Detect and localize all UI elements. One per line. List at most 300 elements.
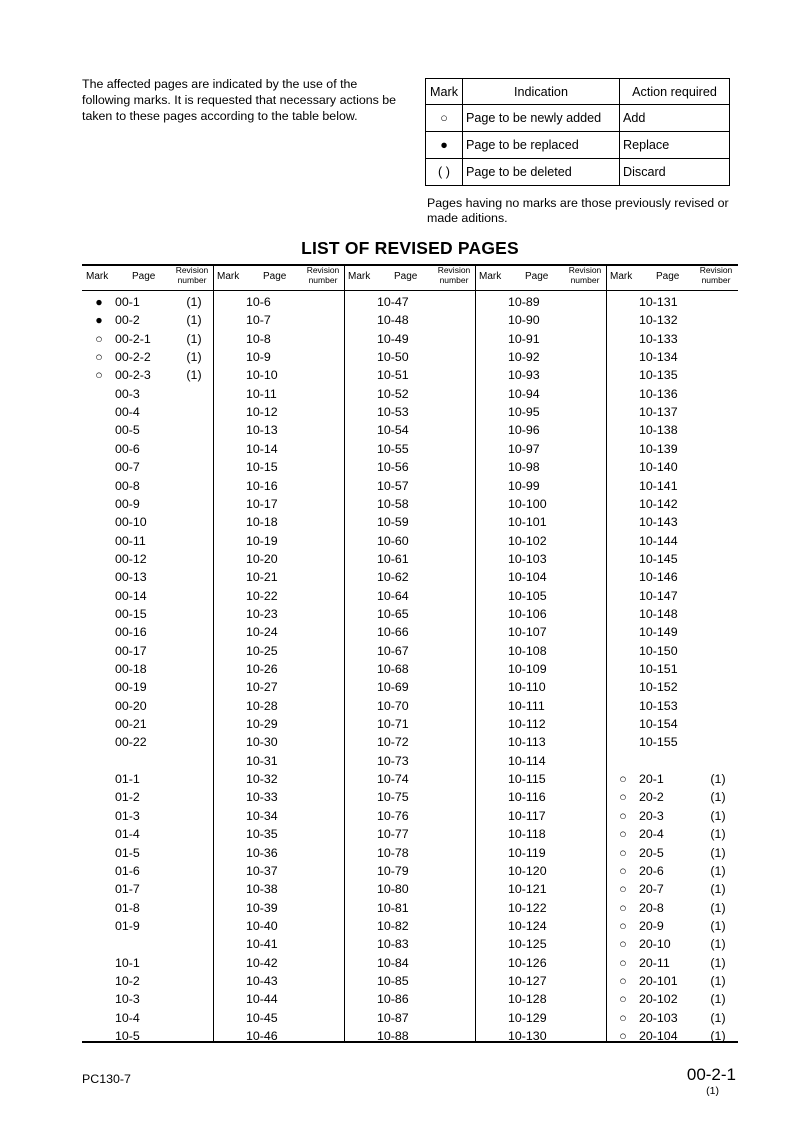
list-item [213, 385, 344, 403]
list-item [213, 330, 344, 348]
header-revision-number: Revision number [699, 265, 733, 285]
open-circle-icon: ○ [619, 973, 627, 988]
list-item [82, 660, 213, 678]
list-item [344, 330, 475, 348]
page-cell: 10-31 [246, 753, 278, 768]
page-cell: 10-49 [377, 331, 409, 346]
list-item [344, 917, 475, 935]
page-cell: 20-1 [639, 772, 664, 787]
list-item [82, 311, 213, 329]
page-cell: 10-19 [246, 533, 278, 548]
list-item [82, 623, 213, 641]
page-cell: 10-25 [246, 643, 278, 658]
list-item [344, 862, 475, 880]
page-cell: 10-82 [377, 918, 409, 933]
list-item [475, 770, 606, 788]
legend-indication: Page to be newly added [463, 105, 620, 132]
list-item [475, 440, 606, 458]
list-item [213, 770, 344, 788]
list-column [82, 264, 213, 1042]
page-cell: 00-20 [115, 698, 147, 713]
list-item [82, 550, 213, 568]
list-item [213, 366, 344, 384]
list-item [213, 788, 344, 806]
page-cell: 10-32 [246, 772, 278, 787]
list-item [475, 788, 606, 806]
list-item [213, 807, 344, 825]
list-item [82, 935, 213, 953]
page-cell: 10-89 [508, 295, 540, 309]
list-item [475, 752, 606, 770]
list-item [606, 715, 737, 733]
page-cell: 01-9 [115, 918, 140, 933]
list-item [344, 293, 475, 311]
revision-cell: (1) [710, 827, 726, 842]
open-circle-icon: ○ [95, 368, 103, 383]
page-cell: 10-148 [639, 606, 678, 621]
header-revision-number: Revision number [175, 265, 209, 285]
list-item [213, 293, 344, 311]
list-item [213, 311, 344, 329]
list-item [606, 788, 737, 806]
list-item [213, 972, 344, 990]
revision-cell: (1) [186, 368, 202, 383]
revision-cell: (1) [710, 1010, 726, 1025]
page-cell: 10-137 [639, 405, 678, 420]
list-item [213, 752, 344, 770]
open-circle-icon: ○ [619, 790, 627, 805]
list-item [344, 825, 475, 843]
legend-indication: Page to be replaced [463, 132, 620, 159]
page-cell: 10-121 [508, 882, 547, 897]
list-item [606, 587, 737, 605]
list-item [82, 825, 213, 843]
list-item [606, 532, 737, 550]
revision-cell: (1) [710, 845, 726, 860]
page-cell: 10-151 [639, 662, 678, 676]
page-cell: 10-9 [246, 350, 271, 365]
list-item [213, 935, 344, 953]
page-cell: 10-132 [639, 313, 678, 328]
list-item [213, 1009, 344, 1027]
legend-row-discard [426, 159, 730, 186]
page-cell: 10-38 [246, 882, 278, 897]
page-cell: 10-39 [246, 900, 278, 915]
column-header [213, 264, 344, 290]
list-item [606, 348, 737, 366]
page-cell: 10-45 [246, 1010, 278, 1025]
list-item [344, 733, 475, 751]
list-item [213, 513, 344, 531]
list-item [82, 1009, 213, 1027]
list-item [82, 385, 213, 403]
list-item [606, 366, 737, 384]
page-cell: 10-41 [246, 937, 278, 952]
list-item [213, 917, 344, 935]
list-item [344, 715, 475, 733]
list-item [606, 385, 737, 403]
list-item [344, 421, 475, 439]
list-item [213, 495, 344, 513]
page-cell: 10-134 [639, 350, 678, 365]
page-cell: 10-66 [377, 625, 409, 640]
list-item [475, 954, 606, 972]
open-circle-icon: ○ [95, 350, 103, 365]
revision-cell: (1) [710, 808, 726, 823]
page-cell: 10-73 [377, 753, 409, 768]
revision-cell: (1) [710, 1029, 726, 1043]
list-item [606, 678, 737, 696]
page-cell: 00-3 [115, 386, 140, 401]
page-cell: 10-109 [508, 662, 547, 676]
page-cell: 10-69 [377, 680, 409, 695]
list-item [475, 935, 606, 953]
page-cell: 00-22 [115, 735, 147, 750]
list-item [213, 532, 344, 550]
list-item [475, 844, 606, 862]
list-item [606, 899, 737, 917]
page-cell: 10-3 [115, 992, 140, 1007]
open-circle-icon: ○ [619, 900, 627, 915]
list-item [82, 403, 213, 421]
page-cell: 10-130 [508, 1029, 547, 1043]
page-cell: 10-155 [639, 735, 678, 750]
list-item [606, 330, 737, 348]
list-item [82, 917, 213, 935]
page-cell: 20-9 [639, 918, 664, 933]
legend-indication: Page to be deleted [463, 159, 620, 186]
list-item [475, 458, 606, 476]
page-cell: 10-93 [508, 368, 540, 383]
page-cell: 10-72 [377, 735, 409, 750]
page-cell: 00-15 [115, 606, 147, 621]
page-cell: 00-18 [115, 662, 147, 676]
page-cell: 10-116 [508, 790, 546, 805]
column-header [475, 264, 606, 290]
list-item [344, 880, 475, 898]
page-cell: 10-75 [377, 790, 409, 805]
list-item [344, 495, 475, 513]
list-item [475, 477, 606, 495]
page-cell: 10-125 [508, 937, 547, 952]
column-header [82, 264, 213, 290]
list-item [213, 697, 344, 715]
list-item [344, 605, 475, 623]
page-cell: 00-2-2 [115, 350, 151, 365]
open-circle-icon: ○ [619, 1029, 627, 1043]
page-cell: 10-53 [377, 405, 409, 420]
page-cell: 10-61 [377, 551, 409, 566]
list-item [344, 954, 475, 972]
list-item [82, 788, 213, 806]
page-cell: 10-145 [639, 551, 678, 566]
open-circle-icon: ○ [619, 772, 627, 787]
list-item [606, 403, 737, 421]
page-cell: 20-101 [639, 973, 678, 988]
column-header [606, 264, 737, 290]
page-cell: 10-26 [246, 662, 278, 676]
list-item [475, 660, 606, 678]
page-cell: 10-139 [639, 441, 678, 456]
page-cell: 10-140 [639, 460, 678, 475]
page-cell: 10-47 [377, 295, 409, 309]
legend-row-add [426, 105, 730, 132]
page-cell: 20-2 [639, 790, 664, 805]
page-cell: 10-62 [377, 570, 409, 585]
page-cell: 10-64 [377, 588, 409, 603]
list-item [606, 733, 737, 751]
page-cell: 00-1 [115, 295, 140, 309]
list-item [213, 990, 344, 1008]
list-item [475, 403, 606, 421]
page-number: 00-2-1 [686, 1065, 736, 1084]
page-cell: 10-4 [115, 1010, 140, 1025]
page-cell: 10-98 [508, 460, 540, 475]
revision-cell: (1) [710, 937, 726, 952]
revision-cell: (1) [186, 313, 202, 328]
page-cell: 10-24 [246, 625, 278, 640]
page-cell: 10-65 [377, 606, 409, 621]
page-cell: 10-108 [508, 643, 547, 658]
page-cell: 10-101 [508, 515, 547, 530]
list-item [344, 807, 475, 825]
list-item [344, 752, 475, 770]
list-item [82, 697, 213, 715]
list-item [475, 366, 606, 384]
filled-circle-icon: ● [426, 132, 463, 159]
list-item [344, 935, 475, 953]
list-item [344, 678, 475, 696]
page-cell: 10-111 [508, 698, 545, 713]
page-cell: 10-18 [246, 515, 278, 530]
page-cell: 10-50 [377, 350, 409, 365]
list-item [344, 770, 475, 788]
list-item [82, 899, 213, 917]
list-item [344, 458, 475, 476]
list-item [475, 605, 606, 623]
list-item [606, 311, 737, 329]
page-cell: 10-77 [377, 827, 409, 842]
page-cell: 00-12 [115, 551, 147, 566]
list-item [606, 954, 737, 972]
page-cell: 10-27 [246, 680, 278, 695]
page-cell: 00-6 [115, 441, 140, 456]
page-cell: 10-147 [639, 588, 678, 603]
page-cell: 00-4 [115, 405, 140, 420]
legend-row-replace [426, 132, 730, 159]
list-item [344, 513, 475, 531]
open-circle-icon: ○ [619, 992, 627, 1007]
page-cell: 00-7 [115, 460, 140, 475]
page-cell: 01-3 [115, 808, 140, 823]
legend-header-indication: Indication [463, 79, 620, 105]
page-cell: 10-42 [246, 955, 278, 970]
list-item [213, 660, 344, 678]
page-cell: 20-8 [639, 900, 664, 915]
page-cell: 10-117 [508, 808, 546, 823]
list-item [606, 880, 737, 898]
list-item [606, 440, 737, 458]
legend-table [425, 78, 730, 186]
page-cell: 10-22 [246, 588, 278, 603]
page-cell: 00-11 [115, 533, 146, 548]
list-item [213, 733, 344, 751]
list-column [344, 264, 475, 1042]
revision-cell: (1) [710, 772, 726, 787]
list-item [606, 825, 737, 843]
list-item [344, 477, 475, 495]
revision-cell: (1) [710, 882, 726, 897]
page-cell: 10-15 [246, 460, 278, 475]
page-cell: 10-85 [377, 973, 409, 988]
list-item [82, 293, 213, 311]
list-item [606, 935, 737, 953]
list-item [213, 899, 344, 917]
header-mark: Mark [348, 271, 371, 282]
page-cell: 10-70 [377, 698, 409, 713]
open-circle-icon: ○ [619, 808, 627, 823]
list-column [606, 264, 737, 1042]
list-item [213, 715, 344, 733]
page-cell: 20-7 [639, 882, 664, 897]
revision-cell: (1) [186, 331, 202, 346]
page-cell: 10-78 [377, 845, 409, 860]
page-cell: 10-107 [508, 625, 547, 640]
open-circle-icon: ○ [426, 105, 463, 132]
page-cell: 10-114 [508, 753, 546, 768]
page-cell: 00-14 [115, 588, 147, 603]
page-cell: 10-35 [246, 827, 278, 842]
list-item [475, 568, 606, 586]
revision-cell: (1) [710, 973, 726, 988]
header-page: Page [656, 271, 680, 282]
list-item [344, 532, 475, 550]
page-cell: 10-52 [377, 386, 409, 401]
page-cell: 10-17 [246, 496, 278, 511]
intro-paragraph: The affected pages are indicated by the use of the following marks. It is requested that necessary actions be taken to these pages according to the table below. [82, 77, 397, 123]
list-item [213, 440, 344, 458]
list-item [606, 421, 737, 439]
list-item [82, 513, 213, 531]
page-cell: 10-118 [508, 827, 546, 842]
list-column [475, 264, 606, 1042]
page-cell: 10-34 [246, 808, 278, 823]
list-item [475, 642, 606, 660]
page-cell: 10-127 [508, 973, 547, 988]
page-cell: 10-40 [246, 918, 278, 933]
list-item [82, 972, 213, 990]
list-item [213, 880, 344, 898]
revision-cell: (1) [186, 350, 202, 365]
page-cell: 10-95 [508, 405, 540, 420]
page-cell: 10-143 [639, 515, 678, 530]
list-item [213, 587, 344, 605]
list-item [344, 972, 475, 990]
list-item [344, 844, 475, 862]
open-circle-icon: ○ [619, 882, 627, 897]
list-item [82, 458, 213, 476]
list-item [82, 642, 213, 660]
list-item [213, 862, 344, 880]
page-cell: 10-131 [639, 295, 678, 309]
list-item [475, 348, 606, 366]
page-cell: 10-58 [377, 496, 409, 511]
page-cell: 10-6 [246, 295, 271, 309]
revision-cell: (1) [710, 863, 726, 878]
page-cell: 00-16 [115, 625, 147, 640]
page-cell: 10-128 [508, 992, 547, 1007]
list-item [213, 844, 344, 862]
page-cell: 01-7 [115, 882, 140, 897]
page-cell: 10-120 [508, 863, 547, 878]
page-cell: 10-153 [639, 698, 678, 713]
list-item [606, 697, 737, 715]
list-item [344, 311, 475, 329]
legend-header-row [426, 79, 730, 105]
list-item [475, 311, 606, 329]
page-cell: 10-68 [377, 662, 409, 676]
list-item [606, 1027, 737, 1045]
list-item [213, 1027, 344, 1045]
list-column [213, 264, 344, 1042]
page-revision: (1) [706, 1085, 719, 1097]
page-cell: 10-105 [508, 588, 547, 603]
page-cell: 10-154 [639, 717, 678, 732]
list-item [82, 733, 213, 751]
list-item [606, 623, 737, 641]
revision-cell: (1) [710, 790, 726, 805]
list-item [82, 568, 213, 586]
list-item [606, 293, 737, 311]
page-cell: 10-135 [639, 368, 678, 383]
open-circle-icon: ○ [619, 845, 627, 860]
list-item [344, 568, 475, 586]
list-item [344, 587, 475, 605]
page-cell: 10-142 [639, 496, 678, 511]
page-cell: 01-4 [115, 827, 140, 842]
page-cell: 10-46 [246, 1029, 278, 1043]
list-item [82, 880, 213, 898]
list-item [606, 770, 737, 788]
legend-action: Discard [620, 159, 730, 186]
header-page: Page [132, 271, 156, 282]
filled-circle-icon: ● [95, 295, 103, 309]
page-cell: 10-48 [377, 313, 409, 328]
list-item [82, 605, 213, 623]
list-item [606, 660, 737, 678]
page-cell: 10-119 [508, 845, 546, 860]
list-item [475, 697, 606, 715]
page-cell: 10-136 [639, 386, 678, 401]
header-page: Page [263, 271, 287, 282]
list-item [475, 550, 606, 568]
list-item [475, 513, 606, 531]
list-item [606, 605, 737, 623]
list-item [606, 972, 737, 990]
page-cell: 10-84 [377, 955, 409, 970]
page-cell: 10-11 [246, 386, 277, 401]
page-cell: 10-55 [377, 441, 409, 456]
header-page: Page [525, 271, 549, 282]
list-item [82, 807, 213, 825]
list-item [344, 899, 475, 917]
page-cell: 10-14 [246, 441, 278, 456]
list-item [606, 550, 737, 568]
page-cell: 01-5 [115, 845, 140, 860]
page-cell: 10-115 [508, 772, 546, 787]
page-cell: 10-106 [508, 606, 547, 621]
list-item [475, 862, 606, 880]
